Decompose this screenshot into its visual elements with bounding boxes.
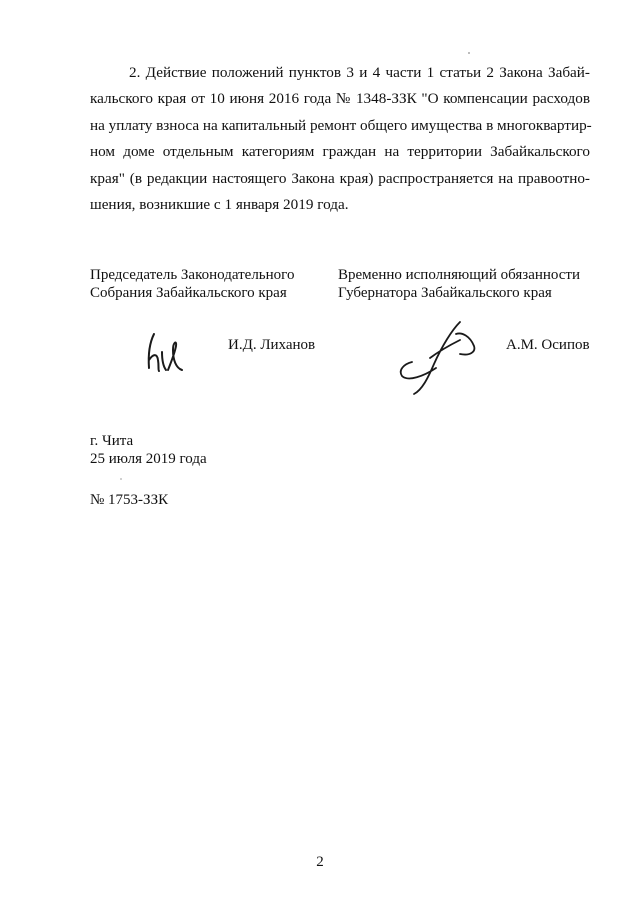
paragraph-line: кальского края от 10 июня 2016 года № 1348-ЗЗК "О компенсации расходов — [90, 90, 590, 108]
left-title-line: Собрания Забайкальского края — [90, 285, 287, 301]
paragraph-line: на уплату взноса на капитальный ремонт общего имущества в многоквартир- — [90, 116, 592, 134]
scan-speck — [120, 478, 122, 480]
place: г. Чита — [90, 433, 134, 449]
left-signatory-title — [90, 266, 294, 302]
paragraph-line: шения, возникшие с 1 января 2019 года. — [90, 196, 349, 214]
scan-speck — [468, 52, 470, 54]
date: 25 июля 2019 года — [90, 451, 207, 467]
paragraph-line: края" (в редакции настоящего Закона края) распространяется на правоотно- — [90, 169, 590, 187]
right-signatory-name: А.М. Осипов — [506, 337, 590, 353]
left-signatory-name: И.Д. Лиханов — [228, 337, 316, 353]
right-title-line: Временно исполняющий обязанности — [338, 267, 581, 283]
right-title-line: Губернатора Забайкальского края — [338, 285, 552, 301]
right-handwritten-signature — [390, 318, 490, 398]
paragraph-line: 2. Действие положений пунктов 3 и 4 части 1 статьи 2 Закона Забай- — [129, 64, 590, 81]
right-signatory-title — [338, 266, 580, 302]
left-handwritten-signature — [140, 330, 192, 376]
body-paragraph — [90, 60, 590, 218]
place-and-date — [90, 432, 207, 468]
law-number: № 1753-ЗЗК — [90, 492, 169, 508]
left-title-line: Председатель Законодательного — [90, 267, 295, 283]
page-number: 2 — [316, 854, 324, 870]
paragraph-line: ном доме отдельным категориям граждан на территории Забайкальского — [90, 143, 590, 161]
